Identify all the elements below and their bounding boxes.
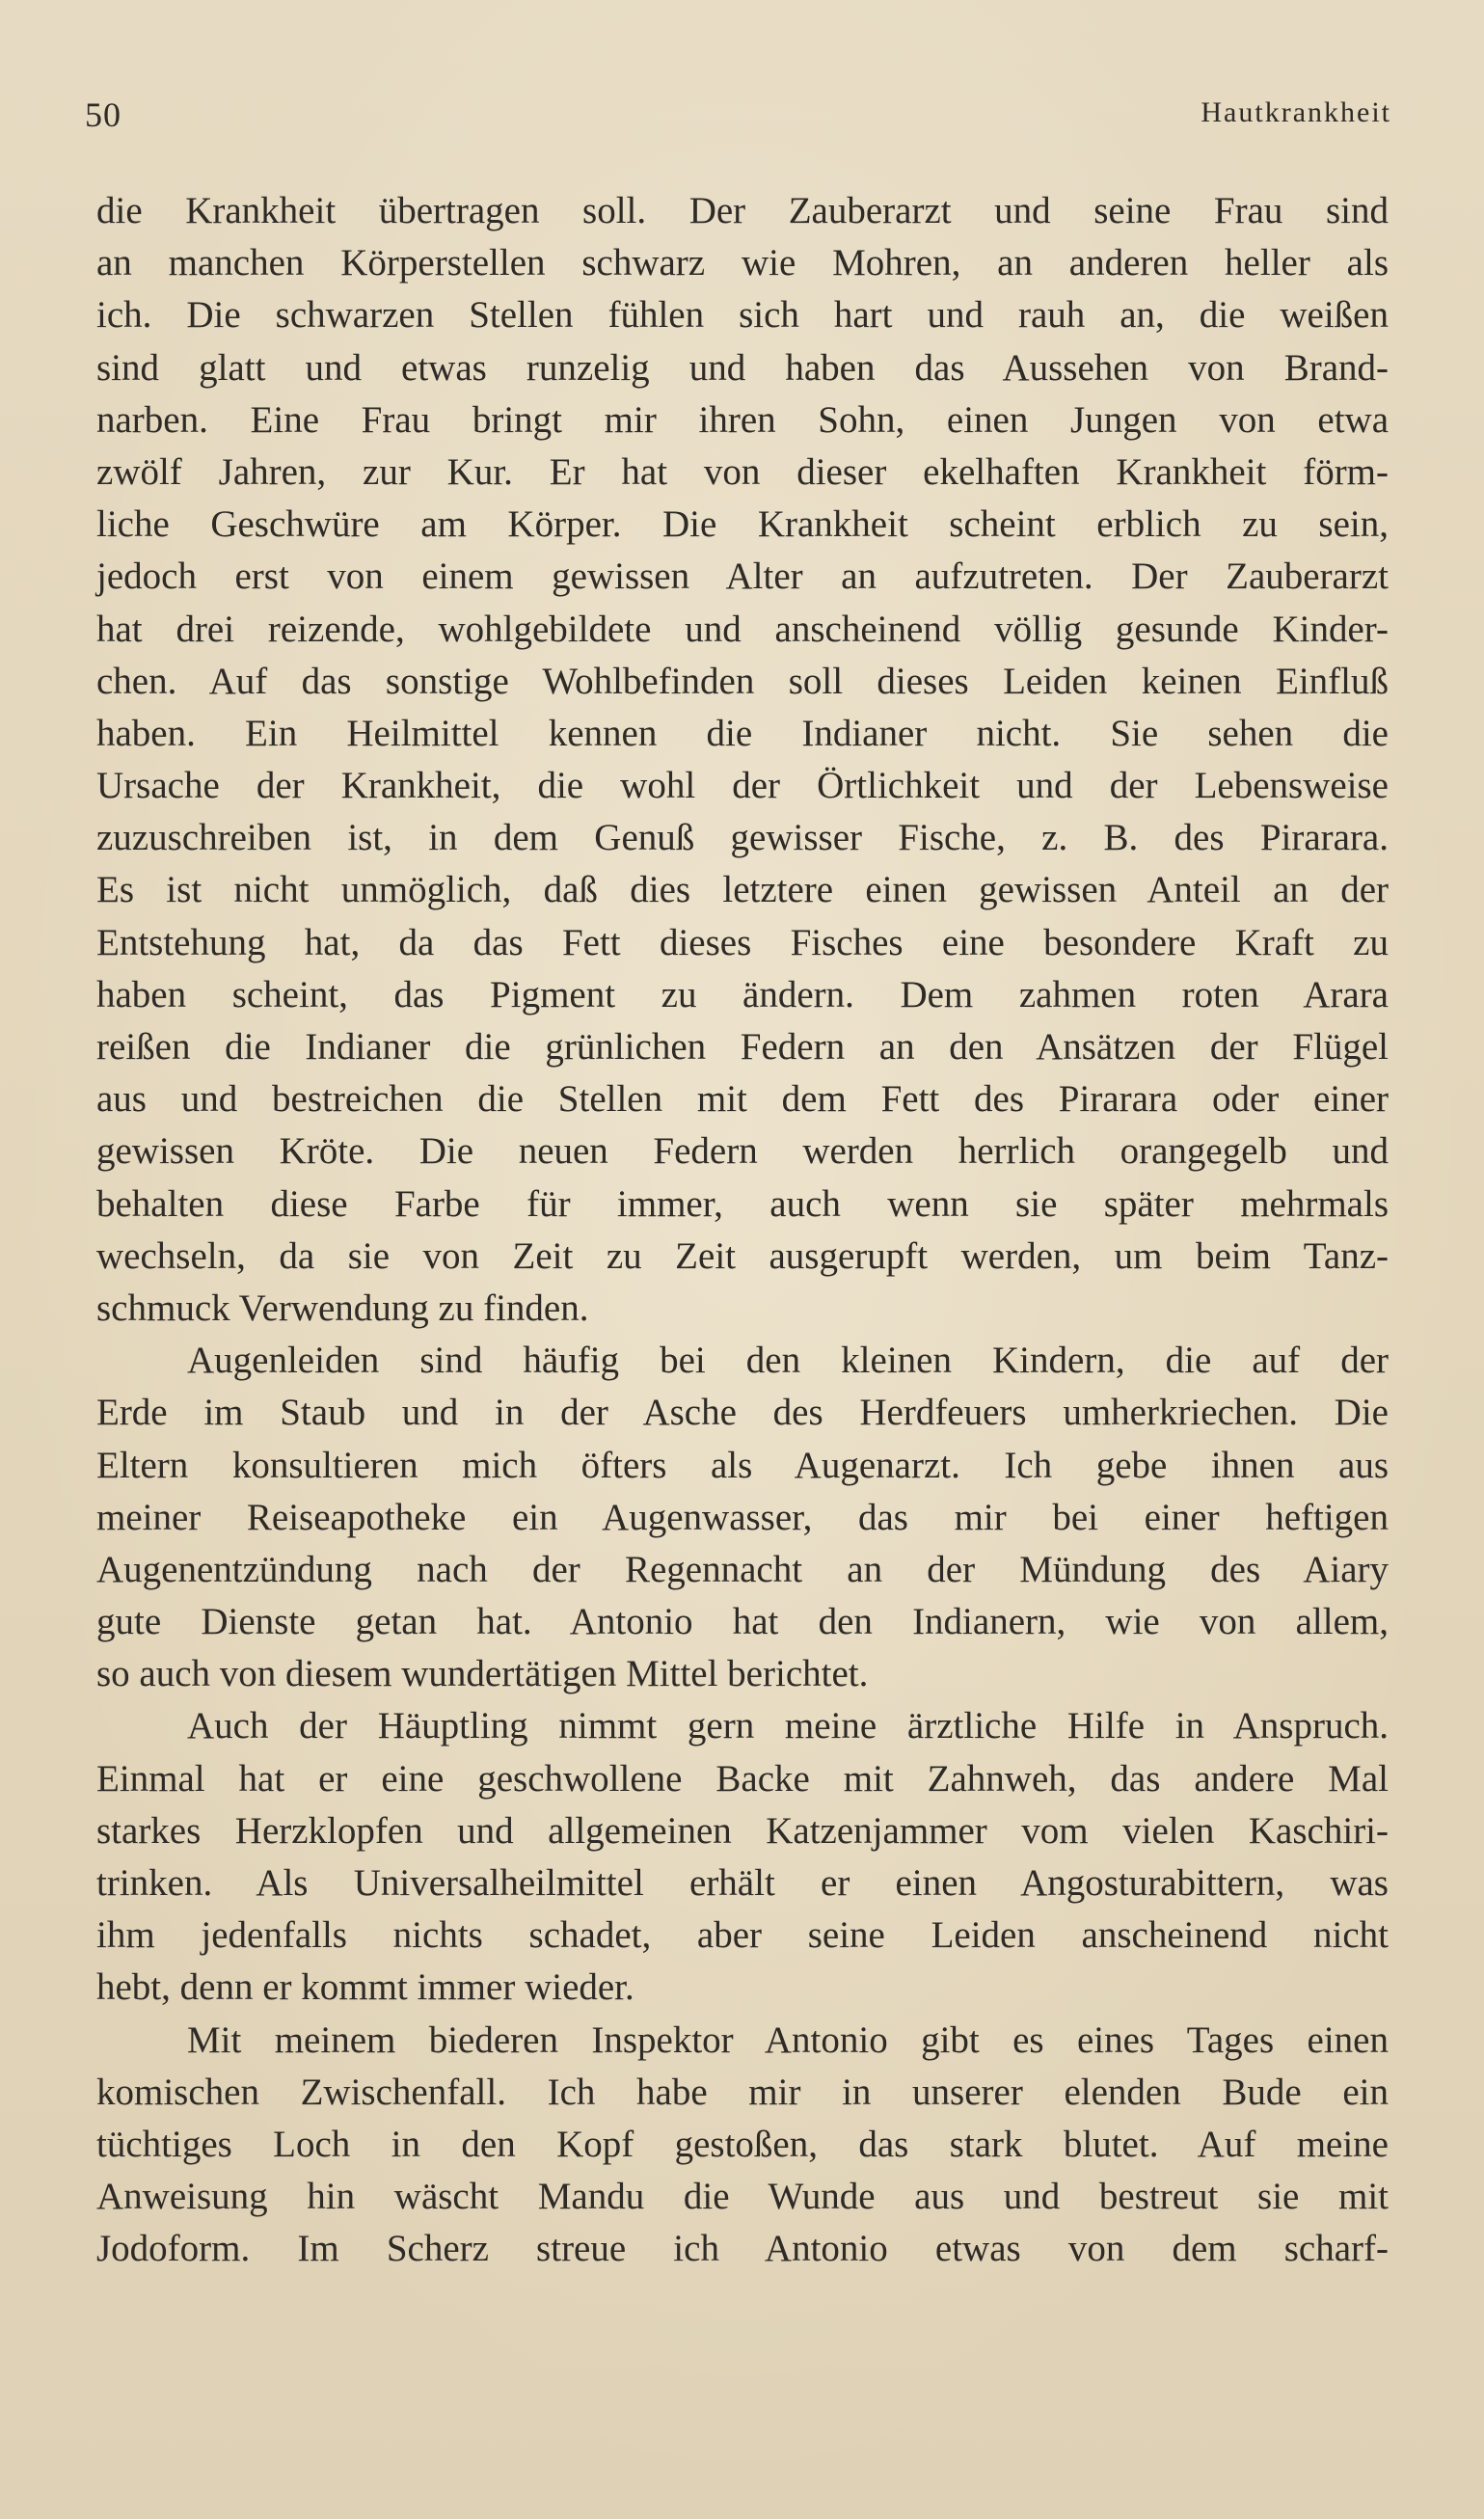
text-line: zwölf Jahren, zur Kur. Er hat von dieser ekelhaften Krankheit förm-	[96, 450, 1389, 493]
running-head: Hautkrankheit	[1201, 96, 1391, 128]
paragraph	[96, 185, 1389, 1335]
text-line: tüchtiges Loch in den Kopf gestoßen, das stark blutet. Auf meine	[96, 2123, 1389, 2165]
body-text	[96, 185, 1389, 2276]
text-line: so auch von diesem wundertätigen Mittel berichtet.	[96, 1653, 869, 1695]
text-line: liche Geschwüre am Körper. Die Krankheit scheint erblich zu sein,	[96, 503, 1389, 546]
text-line: gute Dienste getan hat. Antonio hat den Indianern, wie von allem,	[96, 1601, 1389, 1643]
text-line: Augenentzündung nach der Regennacht an der Mündung des Aiary	[96, 1548, 1389, 1590]
text-line: hat drei reizende, wohlgebildete und anscheinend völlig gesunde Kinder-	[96, 608, 1389, 650]
text-line: Mit meinem biederen Inspektor Antonio gibt es eines Tages einen	[187, 2018, 1389, 2061]
text-line: sind glatt und etwas runzelig und haben das Aussehen von Brand-	[96, 346, 1389, 389]
text-line: ihm jedenfalls nichts schadet, aber seine Leiden anscheinend nicht	[96, 1914, 1389, 1957]
paragraph	[96, 2015, 1389, 2276]
text-line: hebt, denn er kommt immer wieder.	[96, 1966, 634, 2009]
text-line: chen. Auf das sonstige Wohlbefinden soll dieses Leiden keinen Einfluß	[96, 660, 1389, 702]
text-line: starkes Herzklopfen und allgemeinen Katzenjammer vom vielen Kaschiri-	[96, 1809, 1389, 1852]
text-line: haben scheint, das Pigment zu ändern. Dem zahmen roten Arara	[96, 973, 1389, 1016]
text-line: komischen Zwischenfall. Ich habe mir in unserer elenden Bude ein	[96, 2071, 1389, 2113]
paragraph	[96, 1700, 1389, 2014]
text-line: Augenleiden sind häufig bei den kleinen Kindern, die auf der	[187, 1340, 1389, 1382]
page-number: 50	[85, 95, 121, 134]
text-line: meiner Reiseapotheke ein Augenwasser, das mir bei einer heftigen	[96, 1496, 1389, 1538]
text-line: Es ist nicht unmöglich, daß dies letztere einen gewissen Anteil an der	[96, 869, 1389, 911]
text-line: gewissen Kröte. Die neuen Federn werden herrlich orangegelb und	[96, 1130, 1389, 1173]
text-line: zuzuschreiben ist, in dem Genuß gewisser Fische, z. B. des Pirarara.	[96, 817, 1389, 859]
text-line: ich. Die schwarzen Stellen fühlen sich hart und rauh an, die weißen	[96, 294, 1389, 337]
text-line: haben. Ein Heilmittel kennen die Indianer nicht. Sie sehen die	[96, 712, 1389, 754]
text-line: Eltern konsultieren mich öfters als Augenarzt. Ich gebe ihnen aus	[96, 1444, 1389, 1486]
paragraph	[96, 1335, 1389, 1700]
text-line: reißen die Indianer die grünlichen Federn an den Ansätzen der Flügel	[96, 1026, 1389, 1068]
text-line: Einmal hat er eine geschwollene Backe mit Zahnweh, das andere Mal	[96, 1757, 1389, 1800]
text-line: an manchen Körperstellen schwarz wie Mohren, an anderen heller als	[96, 242, 1389, 284]
page-header	[85, 95, 1391, 143]
text-line: jedoch erst von einem gewissen Alter an aufzutreten. Der Zauberarzt	[96, 555, 1389, 598]
text-line: aus und bestreichen die Stellen mit dem Fett des Pirarara oder einer	[96, 1078, 1389, 1121]
text-line: behalten diese Farbe für immer, auch wenn sie später mehrmals	[96, 1182, 1389, 1225]
text-line: Entstehung hat, da das Fett dieses Fisches eine besondere Kraft zu	[96, 921, 1389, 963]
text-line: Auch der Häuptling nimmt gern meine ärztliche Hilfe in Anspruch.	[187, 1705, 1389, 1747]
text-line: narben. Eine Frau bringt mir ihren Sohn, einen Jungen von etwa	[96, 398, 1389, 441]
text-line: die Krankheit übertragen soll. Der Zauberarzt und seine Frau sind	[96, 190, 1389, 231]
text-line: Jodoform. Im Scherz streue ich Antonio etwas von dem scharf-	[96, 2228, 1389, 2270]
text-line: schmuck Verwendung zu finden.	[96, 1287, 589, 1329]
text-line: Ursache der Krankheit, die wohl der Örtlichkeit und der Lebensweise	[96, 765, 1389, 807]
text-line: wechseln, da sie von Zeit zu Zeit ausgerupft werden, um beim Tanz-	[96, 1234, 1389, 1277]
text-line: Anweisung hin wäscht Mandu die Wunde aus und bestreut sie mit	[96, 2176, 1389, 2218]
text-line: Erde im Staub und in der Asche des Herdfeuers umherkriechen. Die	[96, 1392, 1389, 1434]
text-line: trinken. Als Universalheilmittel erhält er einen Angosturabittern, was	[96, 1862, 1389, 1904]
